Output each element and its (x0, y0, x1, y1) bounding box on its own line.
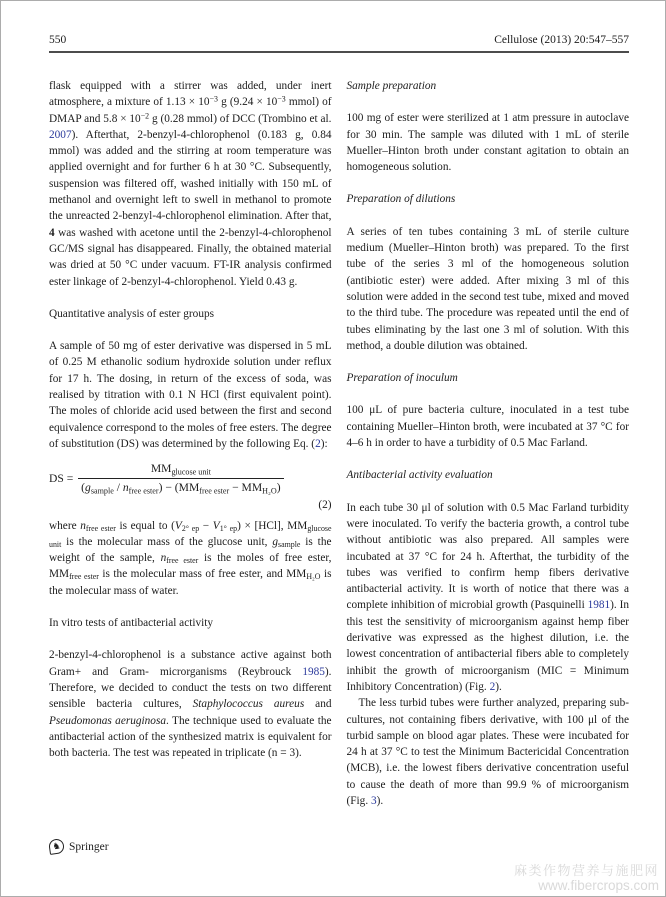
text-segment: ) − (MM (158, 481, 200, 495)
page-number: 550 (49, 34, 67, 46)
text-segment: In each tube 30 μl of solution with 0.5 Mac Farland turbidity were inoculated. To verify the bacteria growth, a control tube without antibiotic was also prepared. All samples were incubated at 37 °C for 24 h. Afterthat, the turbidity of the tubes was verified to confirm hemp fibers derivative antibacterial activity. It is worth of notice that there was a complete inhibition of microbial growth (Pasquinelli (346, 501, 629, 612)
text-segment: is the moles of free ester, MM (49, 552, 332, 581)
text-segment: −3 (209, 94, 218, 104)
text-segment: DS = (49, 471, 77, 485)
text-segment: glucose unit (171, 467, 211, 477)
citation-link[interactable]: 1981 (587, 599, 611, 612)
text-segment: V (174, 519, 182, 532)
watermark-chinese-text: 麻类作物营养与施肥网 (513, 863, 659, 878)
text-segment: The less turbid tubes were further analyzed, preparing sub-cultures, not containing fibers derivative, with 100 μl of the turbid sample on blood agar plates. These were incubated for 24 h at 37 °C to test the Minimum Bactericidal Concentration (MCB), i.e. the lowest fibers derivative concentration useful to cause the death of more than 99.9 % of microorganism (Fig. (346, 697, 629, 807)
text-segment: H₂O (306, 572, 321, 582)
citation-link[interactable]: 3 (370, 794, 377, 807)
text-segment: is the molecular mass of free ester, and MM (98, 568, 307, 581)
text-segment: 4 (49, 226, 55, 239)
citation-link[interactable]: 2 (489, 680, 496, 693)
text-segment: V (212, 519, 220, 532)
text-segment: ). Therefore, we decided to conduct the tests on two different sensible bacteria cultures, (49, 665, 332, 711)
text-segment: sample (278, 540, 301, 550)
text-segment: . The technique used to evaluate the antibacterial action of the synthesized matrix is equivalent for both bacteria. The test was repeated in triplicate (n = 3). (49, 714, 332, 760)
text-segment: g (272, 535, 278, 548)
subsection-heading-inoculum: Preparation of inoculum (346, 372, 458, 385)
paragraph-flask (49, 78, 332, 290)
text-segment: ) (276, 481, 281, 495)
text-segment: / (113, 481, 123, 495)
springer-footer (49, 839, 109, 854)
watermark (514, 864, 659, 893)
equation-number: (2) (318, 499, 332, 512)
watermark-url: www.fibercrops.com (538, 878, 659, 893)
text-segment: −2 (140, 111, 150, 121)
text-segment: ). In this test the sensitivity of microorganism against hemp fiber derivative was expressed as the highest dilution, i.e. the lowest concentration of antibacterial fibers able to completely inhibit the growth of microorganism (MIC = Minimum Inhibitory Concentration) (Fig. (346, 599, 629, 693)
text-segment: −3 (277, 94, 286, 104)
journal-reference: Cellulose (2013) 20:547–557 (494, 34, 629, 46)
text-segment: ). (495, 680, 502, 693)
text-segment: free ester (199, 486, 230, 496)
paragraph-less-turbid (347, 695, 630, 809)
text-segment: n (80, 519, 86, 532)
text-segment: is equal to ( (115, 519, 175, 532)
paragraph-where (49, 518, 332, 599)
text-segment: g (0.28 mmol) of DCC (Trombino et al. (149, 112, 332, 125)
header-rule (49, 51, 629, 53)
text-segment: 1° ep (219, 523, 238, 533)
equation-numerator (148, 462, 214, 478)
paragraph-sample-dispersed (49, 338, 332, 452)
text-segment: H₂O (262, 486, 277, 496)
paragraph-dilutions: A series of ten tubes containing 3 mL of sterile culture medium (Mueller–Hinton broth) was prepared. To the first tube of the series 3 ml of the homogeneous solution (antibiotic ester) were added. After mixing 3 ml of this solution were added in the second test tube, mixed and moved to the third tube. The procedure was repeated until the end of tubes eliminating by the last one 3 ml of solution. With this method, a double dilution was obtained. (346, 225, 629, 352)
text-segment: Pseudomonas aeruginosa (49, 714, 167, 727)
text-segment: ) × [HCl], MM (237, 519, 308, 532)
text-segment: free ester (69, 572, 99, 582)
paragraph-inoculum: 100 μL of pure bacteria culture, inoculated in a test tube containing Mueller–Hinton broth, were incubated at 37 °C for 4–6 h in order to have a turbidity of 0.5 Mac Farland. (346, 404, 629, 450)
subsection-heading-sample-preparation: Sample preparation (346, 80, 437, 92)
text-segment: mmol) of DMAP and 5.8 × 10 (49, 96, 332, 125)
text-segment: 2° ep (181, 523, 200, 533)
text-segment: is the molecular mass of the glucose unit, (61, 535, 273, 548)
text-segment: free ester (166, 556, 199, 566)
text-segment: glucose unit (49, 523, 332, 550)
text-segment: ( (81, 481, 86, 495)
equation-fraction (78, 462, 283, 495)
paragraph-antibacterial-evaluation (347, 500, 630, 696)
citation-link[interactable]: 1985 (302, 665, 325, 678)
paragraph-sample-preparation: 100 mg of ester were sterilized at 1 atm pressure in autoclave for 30 min. The sample was diluted with 1 mL of sterile Mueller–Hinton broth under constant agitation to obtain an homogeneous solution. (346, 112, 629, 174)
text-segment: flask equipped with a stirrer was added, under inert atmosphere, a mixture of 1.13 × 10 (49, 80, 332, 109)
equation-denominator (78, 478, 283, 495)
text-segment: Staphylococcus aureus (192, 698, 305, 711)
citation-link[interactable]: 2007 (49, 128, 72, 141)
text-segment: is the weight of the sample, (49, 535, 332, 565)
page-header (49, 34, 629, 47)
text-segment: − MM (229, 481, 263, 495)
citation-link[interactable]: 2 (315, 437, 321, 450)
text-segment: g (9.24 × 10 (218, 96, 278, 109)
text-segment: free ester (85, 523, 116, 533)
paragraph-chlorophenol (49, 647, 332, 761)
text-segment: n (160, 552, 167, 565)
text-segment: free ester (128, 486, 159, 496)
text-segment: sample (90, 486, 114, 496)
text-segment: was washed with acetone until the 2-benzyl-4-chlorophenol GC/MS signal has disappeared. Finally, the obtained material was dried at 50 °C under vacuum. FT-IR analysis confirmed ester linkage of 2-benzyl-4-chlorophenol. Yield 0.43 g. (49, 226, 332, 288)
right-column (347, 78, 630, 809)
text-segment: − (199, 519, 213, 532)
text-segment: and (304, 698, 332, 711)
left-column (49, 78, 332, 809)
text-segment: n (122, 481, 129, 495)
text-segment: is the molecular mass of water. (49, 568, 332, 597)
section-heading-quantitative: Quantitative analysis of ester groups (49, 307, 215, 320)
springer-logo-icon: ♞ (48, 838, 65, 855)
text-segment: where (49, 519, 81, 532)
equation-2 (49, 462, 332, 495)
two-column-body (49, 78, 629, 809)
subsection-heading-antibacterial: Antibacterial activity evaluation (346, 469, 493, 482)
springer-logo-text: Springer (69, 840, 109, 853)
text-segment: ). Afterthat, 2-benzyl-4-chlorophenol (0.183 g, 0.84 mmol) was added and the stirring at room temperature was applied overnight and for further 6 h at 30 °C. Subsequently, suspension was filtered off, washed initially with 150 mL of methanol and overnight left to swell in methanol to promote the unreacted 2-benzyl-4-chlorophenol elimination. After that, (49, 128, 332, 223)
text-segment: 2-benzyl-4-chlorophenol is a substance active against both Gram+ and Gram- microrganisms (Reybrouck (49, 649, 332, 678)
text-segment: ). (376, 794, 384, 807)
text-segment: A sample of 50 mg of ester derivative was dispersed in 5 mL of 0.25 M ethanolic sodium hydroxide solution under reflux for 17 h. The dosing, in return of the excess of soda, was realised by titration with 0.1 N HCl (first equivalent point). The moles of chloride acid used between the first and second equivalence correspond to the moles of free esters. The degree of substitution (DS) was determined by the following Eq. ( (49, 340, 332, 450)
text-segment: MM (150, 462, 172, 476)
equation-lhs (49, 472, 76, 486)
subsection-heading-dilutions: Preparation of dilutions (346, 193, 456, 206)
section-heading-invitro: In vitro tests of antibacterial activity (49, 617, 214, 630)
text-segment: g (85, 481, 91, 495)
text-segment: ): (320, 437, 328, 450)
